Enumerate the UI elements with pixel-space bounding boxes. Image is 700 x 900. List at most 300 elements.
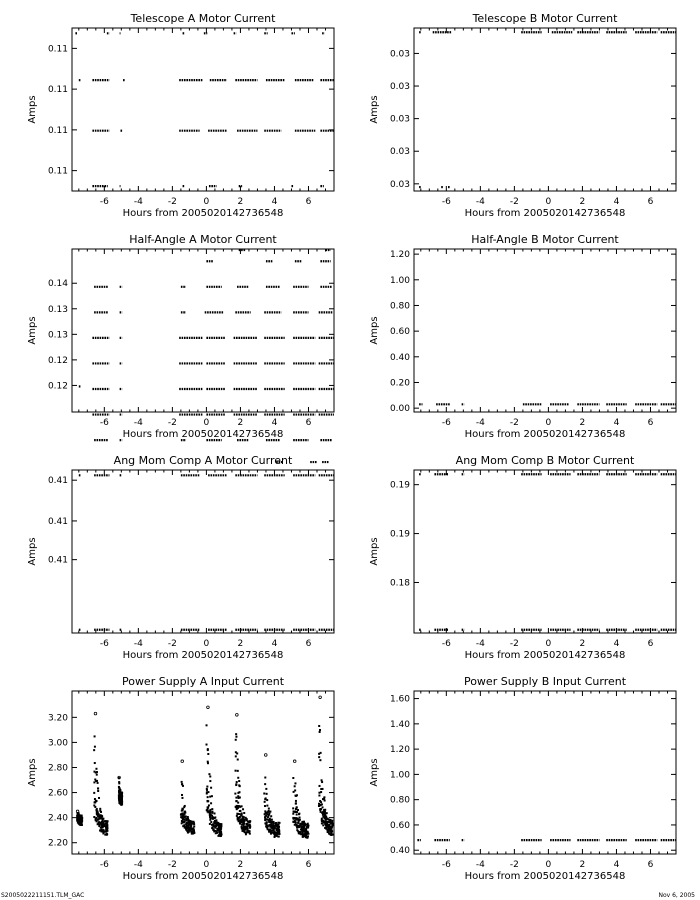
x-tick-label: -6 [99, 197, 109, 207]
x-tick-label: -6 [99, 860, 109, 870]
data-point [77, 821, 79, 823]
data-point-peak [94, 712, 97, 715]
data-point [187, 818, 189, 820]
data-point [292, 807, 294, 809]
x-tick-label: -2 [509, 860, 519, 870]
data-point [319, 804, 321, 806]
plot-frame [414, 470, 676, 633]
data-point [249, 833, 251, 835]
data-point [239, 823, 241, 825]
data-point [187, 827, 189, 829]
y-axis-label: Amps [27, 758, 38, 787]
data-point [181, 797, 183, 799]
data-point [235, 797, 237, 799]
y-tick-label: 0.03 [389, 114, 410, 125]
data-point [210, 787, 212, 789]
data-point [267, 816, 269, 818]
data-point [97, 823, 99, 825]
data-point [292, 813, 294, 815]
data-point [192, 830, 194, 832]
data-point [215, 832, 217, 834]
data-point [298, 820, 300, 822]
data-point [318, 792, 320, 794]
data-point [209, 775, 211, 777]
x-axis-label: Hours from 2005020142736548 [464, 429, 626, 440]
data-point [244, 831, 246, 833]
data-point [298, 813, 300, 815]
plot-frame [72, 691, 334, 854]
data-point [239, 797, 241, 799]
data-point [331, 820, 333, 822]
x-tick-label: -4 [133, 639, 143, 649]
data-point [211, 808, 213, 810]
data-point [241, 827, 243, 829]
data-point [99, 830, 101, 832]
x-tick-label: -2 [167, 197, 177, 207]
chart-title: Ang Mom Comp B Motor Current [455, 454, 635, 467]
y-tick-label: 1.20 [389, 250, 410, 261]
data-point [208, 773, 210, 775]
data-point [294, 821, 296, 823]
data-point [218, 827, 220, 829]
x-tick-label: 4 [271, 418, 278, 428]
data-point [118, 789, 120, 791]
y-tick-label: 1.00 [389, 275, 410, 286]
data-point [101, 820, 103, 822]
data-point [207, 796, 209, 798]
x-tick-label: 6 [647, 418, 654, 428]
data-point [210, 814, 212, 816]
data-point [239, 806, 241, 808]
x-tick-label: -2 [167, 639, 177, 649]
data-point [96, 812, 98, 814]
data-point [182, 814, 184, 816]
chart-panel-8 [369, 675, 676, 882]
data-point [319, 785, 321, 787]
y-tick-label: 0.03 [389, 147, 410, 158]
x-tick-label: 2 [237, 639, 244, 649]
data-point [243, 821, 245, 823]
data-point [211, 811, 213, 813]
x-tick-label: 2 [579, 860, 586, 870]
data-point [118, 794, 120, 796]
chart-title: Half-Angle B Motor Current [471, 233, 619, 246]
data-point [118, 792, 120, 794]
y-tick-label: 0.11 [47, 44, 68, 55]
plot-frame [72, 249, 334, 412]
y-tick-label: 0.11 [47, 125, 68, 136]
data-point [94, 735, 96, 737]
data-point [266, 826, 268, 828]
data-point [211, 795, 213, 797]
x-tick-label: -6 [441, 197, 451, 207]
data-point [238, 780, 240, 782]
x-tick-label: 0 [203, 639, 210, 649]
y-tick-label: 0.60 [389, 327, 410, 338]
data-point [118, 782, 120, 784]
data-point [236, 815, 238, 817]
data-point [93, 749, 95, 751]
x-tick-label: 6 [305, 860, 312, 870]
data-point [235, 770, 237, 772]
y-tick-label: 2.40 [47, 813, 68, 824]
y-axis-label: Amps [369, 758, 380, 787]
data-point [206, 789, 208, 791]
data-point [80, 822, 82, 824]
data-point [266, 819, 268, 821]
data-point [93, 804, 95, 806]
data-point [265, 825, 267, 827]
data-point [237, 818, 239, 820]
y-tick-label: 1.60 [389, 694, 410, 705]
data-point [305, 827, 307, 829]
data-point [274, 827, 276, 829]
y-tick-label: 0.12 [47, 381, 68, 392]
data-point [307, 832, 309, 834]
x-tick-label: 6 [305, 197, 312, 207]
data-point-peak [319, 696, 322, 699]
data-point [294, 782, 296, 784]
y-axis-label: Amps [369, 316, 380, 345]
data-point [330, 832, 332, 834]
data-point [98, 821, 100, 823]
y-tick-label: 0.00 [389, 404, 410, 415]
x-tick-label: 0 [545, 197, 552, 207]
x-axis-label: Hours from 2005020142736548 [122, 871, 284, 882]
data-point [324, 813, 326, 815]
x-axis-label: Hours from 2005020142736548 [464, 871, 626, 882]
data-point [79, 821, 81, 823]
data-point [238, 784, 240, 786]
data-point [246, 831, 248, 833]
y-tick-label: 1.00 [389, 770, 410, 781]
data-point [240, 815, 242, 817]
y-tick-label: 0.80 [389, 795, 410, 806]
data-point [99, 810, 101, 812]
data-point [220, 835, 222, 837]
data-point-peak [181, 760, 184, 763]
data-point [106, 834, 108, 836]
data-point [265, 788, 267, 790]
y-tick-label: 0.19 [389, 529, 410, 540]
plot-frame [414, 249, 676, 412]
data-point [268, 829, 270, 831]
data-point [330, 834, 332, 836]
y-tick-label: 2.60 [47, 788, 68, 799]
y-tick-label: 0.80 [389, 301, 410, 312]
data-point [119, 803, 121, 805]
x-tick-label: 0 [545, 639, 552, 649]
data-point [263, 792, 265, 794]
y-tick-label: 0.19 [389, 480, 410, 491]
data-point [80, 815, 82, 817]
x-axis-label: Hours from 2005020142736548 [122, 208, 284, 219]
data-point [235, 784, 237, 786]
data-point [325, 824, 327, 826]
data-point [319, 759, 321, 761]
data-point [188, 827, 190, 829]
y-tick-label: 0.13 [47, 330, 68, 341]
data-point [266, 793, 268, 795]
data-point [299, 825, 301, 827]
data-point [212, 823, 214, 825]
x-tick-label: 2 [237, 860, 244, 870]
x-tick-label: -4 [133, 418, 143, 428]
data-point [220, 823, 222, 825]
data-point [322, 824, 324, 826]
data-point [264, 801, 266, 803]
data-point [97, 782, 99, 784]
data-point [94, 798, 96, 800]
x-tick-label: -6 [441, 418, 451, 428]
data-point [118, 799, 120, 801]
y-tick-label: 0.12 [47, 355, 68, 366]
data-point [323, 809, 325, 811]
data-point [234, 793, 236, 795]
x-tick-label: -4 [475, 418, 485, 428]
data-point [105, 822, 107, 824]
x-tick-label: 4 [613, 197, 620, 207]
data-point [183, 806, 185, 808]
data-point [207, 762, 209, 764]
data-point [264, 822, 266, 824]
data-point [93, 792, 95, 794]
y-tick-label: 0.40 [389, 846, 410, 857]
data-point [330, 828, 332, 830]
data-point [324, 815, 326, 817]
data-point [235, 733, 237, 735]
data-point [249, 830, 251, 832]
y-tick-label: 2.80 [47, 763, 68, 774]
data-point [318, 795, 320, 797]
y-axis-label: Amps [27, 95, 38, 124]
plot-frame [72, 470, 334, 633]
data-point [190, 822, 192, 824]
data-point-peak [207, 706, 210, 709]
data-point [183, 821, 185, 823]
data-point [209, 819, 211, 821]
data-point [101, 823, 103, 825]
y-tick-label: 0.20 [389, 378, 410, 389]
y-tick-label: 0.03 [389, 82, 410, 93]
data-point [321, 779, 323, 781]
x-tick-label: -2 [509, 197, 519, 207]
data-point [264, 783, 266, 785]
data-point [264, 777, 266, 779]
x-tick-label: 2 [237, 418, 244, 428]
data-point [207, 800, 209, 802]
chart-panel-6 [369, 454, 676, 661]
y-tick-label: 0.41 [47, 555, 68, 566]
data-point [320, 808, 322, 810]
data-point [242, 828, 244, 830]
x-tick-label: 2 [579, 197, 586, 207]
x-tick-label: 0 [203, 418, 210, 428]
data-point [295, 800, 297, 802]
data-point [209, 796, 211, 798]
y-tick-label: 0.18 [389, 578, 410, 589]
data-point [332, 824, 334, 826]
data-point [216, 830, 218, 832]
data-point [292, 777, 294, 779]
data-point [319, 729, 321, 731]
data-point [206, 809, 208, 811]
data-point [326, 821, 328, 823]
chart-panel-1 [27, 12, 334, 219]
data-point [95, 800, 97, 802]
data-point [106, 828, 108, 830]
x-tick-label: -2 [167, 860, 177, 870]
data-point [98, 797, 100, 799]
data-point [318, 756, 320, 758]
data-point [183, 824, 185, 826]
data-point-peak [236, 714, 239, 717]
data-point [277, 822, 279, 824]
data-point [274, 836, 276, 838]
data-point [268, 808, 270, 810]
data-point-peak [293, 760, 296, 763]
data-point [212, 826, 214, 828]
data-point [209, 810, 211, 812]
data-point [237, 759, 239, 761]
data-point [240, 819, 242, 821]
x-tick-label: -4 [475, 197, 485, 207]
data-point [191, 833, 193, 835]
plot-frame [414, 691, 676, 854]
data-point [106, 826, 108, 828]
chart-panel-7 [27, 675, 334, 882]
data-point [246, 823, 248, 825]
data-point [118, 787, 120, 789]
data-point [181, 822, 183, 824]
data-point [103, 831, 105, 833]
data-point [273, 821, 275, 823]
data-point [295, 825, 297, 827]
data-point [296, 811, 298, 813]
data-point [268, 810, 270, 812]
data-point [307, 835, 309, 837]
data-point [320, 788, 322, 790]
data-point [320, 801, 322, 803]
data-point [327, 825, 329, 827]
y-axis-label: Amps [369, 95, 380, 124]
data-point [209, 823, 211, 825]
x-tick-label: -6 [99, 418, 109, 428]
plot-frame [414, 28, 676, 191]
data-point [321, 818, 323, 820]
data-point [219, 831, 221, 833]
data-point [293, 811, 295, 813]
data-point [102, 825, 104, 827]
data-point [181, 817, 183, 819]
data-point [245, 833, 247, 835]
x-tick-label: -4 [133, 860, 143, 870]
x-tick-label: 4 [271, 639, 278, 649]
data-point [180, 814, 182, 816]
x-tick-label: -4 [475, 860, 485, 870]
data-point [249, 824, 251, 826]
x-tick-label: 4 [613, 418, 620, 428]
data-point [270, 832, 272, 834]
data-point [101, 816, 103, 818]
x-tick-label: -4 [133, 197, 143, 207]
data-point [268, 814, 270, 816]
data-point [235, 755, 237, 757]
data-point [318, 753, 320, 755]
data-point [97, 790, 99, 792]
data-point [275, 831, 277, 833]
data-point-peak [264, 754, 267, 757]
chart-panel-5 [27, 454, 334, 661]
x-tick-label: 4 [271, 197, 278, 207]
data-point [212, 818, 214, 820]
y-tick-label: 1.40 [389, 719, 410, 730]
data-point [294, 785, 296, 787]
data-point [330, 822, 332, 824]
x-axis-label: Hours from 2005020142736548 [122, 650, 284, 661]
data-point [269, 819, 271, 821]
x-tick-label: 2 [579, 639, 586, 649]
y-tick-label: 0.03 [389, 179, 410, 190]
x-tick-label: 2 [237, 197, 244, 207]
data-point [207, 806, 209, 808]
chart-panel-3 [27, 233, 334, 462]
data-point [318, 725, 320, 727]
data-point [293, 821, 295, 823]
y-axis-label: Amps [369, 537, 380, 566]
data-point [246, 818, 248, 820]
data-point [321, 781, 323, 783]
chart-panel-4 [369, 233, 676, 440]
data-point [237, 817, 239, 819]
data-point [270, 815, 272, 817]
x-axis-label: Hours from 2005020142736548 [122, 429, 284, 440]
data-point [80, 818, 82, 820]
chart-title: Half-Angle A Motor Current [129, 233, 277, 246]
data-point [271, 819, 273, 821]
data-point [305, 835, 307, 837]
data-point [206, 744, 208, 746]
data-point [272, 826, 274, 828]
data-point [193, 826, 195, 828]
x-tick-label: 6 [647, 860, 654, 870]
data-point [206, 724, 208, 726]
data-point [264, 798, 266, 800]
data-point [181, 808, 183, 810]
x-tick-label: 4 [271, 860, 278, 870]
data-point [185, 816, 187, 818]
data-point [242, 818, 244, 820]
x-tick-label: -6 [99, 639, 109, 649]
data-point [277, 828, 279, 830]
x-tick-label: 0 [203, 860, 210, 870]
data-point [215, 823, 217, 825]
data-point [210, 802, 212, 804]
data-point [209, 780, 211, 782]
data-point [278, 824, 280, 826]
x-tick-label: 0 [545, 860, 552, 870]
data-point [326, 829, 328, 831]
data-point [294, 789, 296, 791]
data-point [266, 799, 268, 801]
data-point [238, 817, 240, 819]
data-point [269, 821, 271, 823]
data-point [214, 812, 216, 814]
data-point [96, 810, 98, 812]
y-axis-label: Amps [27, 537, 38, 566]
data-point [76, 820, 78, 822]
data-point [184, 811, 186, 813]
